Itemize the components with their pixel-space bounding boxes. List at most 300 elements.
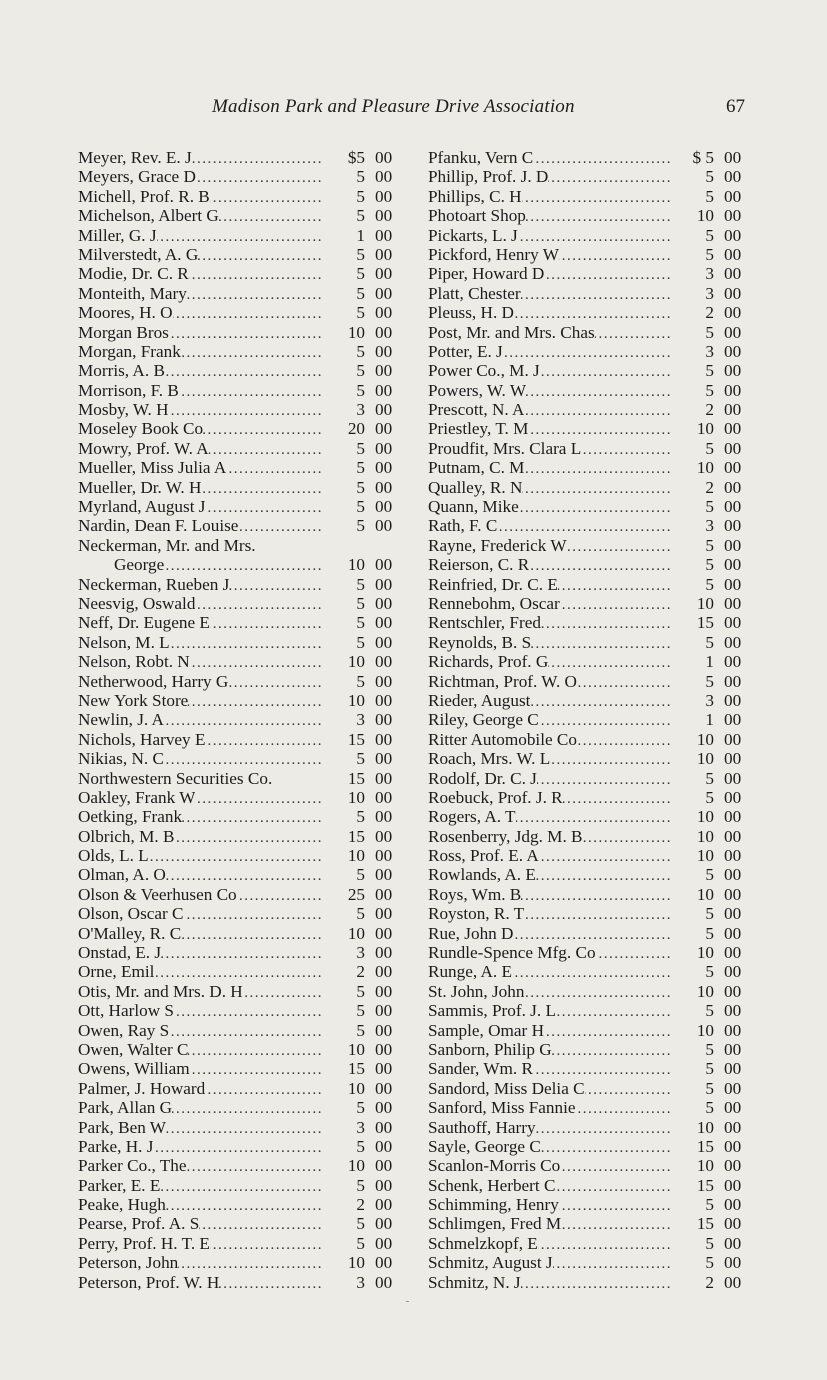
amount-cents: 00: [724, 167, 742, 187]
amount-dollars: 2: [705, 1272, 714, 1292]
right-column-list: [428, 148, 754, 1292]
amount-cents: 00: [724, 1175, 742, 1195]
amount-dollars: 5: [705, 574, 714, 594]
subscriber-name: Rowlands, A. E: [428, 865, 536, 885]
list-item: [428, 769, 754, 788]
list-item: [78, 691, 405, 710]
list-item: [428, 827, 754, 846]
amount-cents: 00: [375, 555, 393, 575]
list-item: [428, 1118, 754, 1137]
amount-dollars: 15: [696, 1136, 714, 1156]
subscriber-name: Quann, Mike: [428, 497, 519, 517]
amount-cents: 00: [724, 380, 742, 400]
amount-dollars: 5: [705, 904, 714, 924]
subscriber-name: Orne, Emil: [78, 962, 155, 982]
subscriber-name: Parker Co., The: [78, 1156, 187, 1176]
amount-dollars: 15: [696, 1214, 714, 1234]
amount-dollars: 5: [356, 593, 365, 613]
list-item: [78, 594, 405, 613]
subscriber-name: Royston, R. T: [428, 904, 525, 924]
list-item: [78, 1137, 405, 1156]
amount-dollars: 5: [356, 167, 365, 187]
amount-cents: 00: [724, 1001, 742, 1021]
amount-dollars: 10: [347, 690, 365, 710]
subscriber-name: Pickarts, L. J: [428, 225, 518, 245]
subscriber-name: Runge, A. E: [428, 962, 513, 982]
list-item: [428, 187, 754, 206]
amount-cents: 00: [375, 943, 393, 963]
amount-dollars: 3: [705, 341, 714, 361]
subscriber-name: Nelson, M. L: [78, 632, 170, 652]
subscriber-name: Palmer, J. Howard: [78, 1078, 206, 1098]
amount-dollars: 3: [356, 400, 365, 420]
subscriber-name: Schimming, Henry: [428, 1195, 559, 1215]
amount-dollars: 5: [356, 341, 365, 361]
amount-cents: 00: [375, 652, 393, 672]
subscriber-name: Moseley Book Co: [78, 419, 204, 439]
subscriber-name: Post, Mr. and Mrs. Chas: [428, 322, 595, 342]
amount-dollars: 5: [705, 865, 714, 885]
list-item: [78, 1176, 405, 1195]
amount-cents: 00: [724, 768, 742, 788]
list-item: [78, 1079, 405, 1098]
amount-cents: 00: [375, 807, 393, 827]
amount-dollars: 5: [705, 1233, 714, 1253]
amount-dollars: 5: [356, 1175, 365, 1195]
subscriber-name: Modie, Dr. C. R: [78, 264, 189, 284]
list-item: [78, 1156, 405, 1175]
list-item: [78, 516, 405, 535]
list-item: [78, 1118, 405, 1137]
list-item: [428, 284, 754, 303]
subscriber-name: Richards, Prof. G: [428, 652, 549, 672]
amount-dollars: 3: [356, 1117, 365, 1137]
amount-cents: 00: [375, 458, 393, 478]
list-item: [78, 1021, 405, 1040]
amount-cents: 00: [375, 613, 393, 633]
amount-dollars: 5: [356, 807, 365, 827]
subscriber-name: Olson & Veerhusen Co: [78, 884, 237, 904]
list-item: [428, 1253, 754, 1272]
list-item: [428, 1040, 754, 1059]
list-item: [78, 400, 405, 419]
list-item: [428, 575, 754, 594]
subscriber-name: Ritter Automobile Co: [428, 729, 577, 749]
amount-dollars: 3: [356, 710, 365, 730]
amount-cents: 00: [375, 264, 393, 284]
amount-cents: 00: [375, 846, 393, 866]
amount-dollars: 5: [705, 1059, 714, 1079]
list-item: [78, 846, 405, 865]
subscriber-name: Nardin, Dean F. Louise: [78, 516, 239, 536]
list-item: [428, 1195, 754, 1214]
subscriber-name: Olson, Oscar C: [78, 904, 184, 924]
leader-dots: [219, 1275, 325, 1294]
amount-cents: 00: [724, 671, 742, 691]
subscriber-name: Morrison, F. B: [78, 380, 179, 400]
list-item: [428, 788, 754, 807]
list-item: [428, 1176, 754, 1195]
subscriber-name: Roebuck, Prof. J. R: [428, 787, 563, 807]
amount-cents: 00: [375, 303, 393, 323]
list-item: [78, 710, 405, 729]
subscriber-name: Olbrich, M. B: [78, 826, 175, 846]
list-item: [78, 1195, 405, 1214]
list-item: [78, 982, 405, 1001]
amount-dollars: 5: [705, 1195, 714, 1215]
amount-dollars: 5: [356, 361, 365, 381]
subscriber-name: Power Co., M. J: [428, 361, 540, 381]
amount-dollars: 3: [356, 1272, 365, 1292]
amount-cents: 00: [724, 981, 742, 1001]
subscriber-name: George: [114, 555, 165, 575]
amount-dollars: 15: [347, 729, 365, 749]
amount-cents: 00: [724, 787, 742, 807]
amount-cents: 00: [724, 148, 742, 167]
amount-cents: 00: [375, 1175, 393, 1195]
list-item: [428, 303, 754, 322]
amount-dollars: 5: [356, 283, 365, 303]
list-item: [78, 1273, 405, 1292]
amount-cents: 00: [724, 1039, 742, 1059]
subscriber-name: Oetking, Frank: [78, 807, 183, 827]
amount-dollars: 10: [347, 322, 365, 342]
amount-dollars: 10: [347, 555, 365, 575]
subscriber-name: Perry, Prof. H. T. E: [78, 1233, 210, 1253]
amount-dollars: 5: [356, 186, 365, 206]
leader-dots: [521, 1275, 674, 1294]
amount-dollars: 5: [356, 1136, 365, 1156]
subscriber-name: Owens, William: [78, 1059, 190, 1079]
amount-dollars: 5: [705, 380, 714, 400]
list-item: [428, 381, 754, 400]
amount-cents: 00: [375, 1078, 393, 1098]
subscriber-name: Netherwood, Harry G: [78, 671, 229, 691]
amount-dollars: 10: [696, 826, 714, 846]
amount-dollars: 15: [696, 1175, 714, 1195]
list-item: [78, 613, 405, 632]
subscriber-name: Phillip, Prof. J. D: [428, 167, 549, 187]
amount-cents: 00: [724, 1233, 742, 1253]
subscriber-name: Mueller, Dr. W. H: [78, 477, 202, 497]
amount-cents: 00: [724, 438, 742, 458]
list-item: [428, 807, 754, 826]
subscriber-name: Miller, G. J: [78, 225, 157, 245]
list-item: [78, 865, 405, 884]
amount-dollars: 5: [705, 535, 714, 555]
amount-cents: 00: [724, 807, 742, 827]
list-item: [428, 846, 754, 865]
subscriber-name: Mueller, Miss Julia A: [78, 458, 227, 478]
amount-cents: 00: [724, 846, 742, 866]
amount-dollars: $ 5: [692, 148, 714, 167]
amount-cents: 00: [724, 419, 742, 439]
amount-cents: 00: [724, 710, 742, 730]
amount-cents: 00: [724, 516, 742, 536]
amount-dollars: 10: [696, 1020, 714, 1040]
amount-dollars: 5: [705, 438, 714, 458]
subscriber-name: Richtman, Prof. W. O: [428, 671, 577, 691]
amount-dollars: 5: [705, 322, 714, 342]
amount-cents: 00: [375, 225, 393, 245]
amount-cents: 00: [724, 884, 742, 904]
list-item: [428, 555, 754, 574]
amount-cents: 00: [724, 1156, 742, 1176]
amount-dollars: 1: [705, 652, 714, 672]
amount-cents: 00: [375, 768, 393, 788]
amount-dollars: 2: [356, 962, 365, 982]
subscriber-name: Sanborn, Philip G: [428, 1039, 552, 1059]
amount-cents: 00: [375, 1272, 393, 1292]
page-header-title: Madison Park and Pleasure Drive Association: [212, 96, 575, 117]
amount-dollars: 10: [347, 1156, 365, 1176]
list-item: [428, 1001, 754, 1020]
list-item: [78, 904, 405, 923]
list-item: [78, 633, 405, 652]
amount-cents: 00: [375, 186, 393, 206]
amount-cents: 00: [375, 1156, 393, 1176]
list-item: [78, 458, 405, 477]
subscriber-name: Piper, Howard D: [428, 264, 545, 284]
list-item: [428, 148, 754, 167]
list-item: [78, 1040, 405, 1059]
amount-cents: 00: [724, 264, 742, 284]
subscriber-name: Olman, A. O: [78, 865, 166, 885]
amount-dollars: 2: [705, 477, 714, 497]
list-item: [78, 962, 405, 981]
amount-cents: 00: [724, 632, 742, 652]
amount-cents: 00: [375, 981, 393, 1001]
amount-dollars: 5: [356, 303, 365, 323]
subscriber-name: Roys, Wm. B: [428, 884, 522, 904]
list-item: [428, 439, 754, 458]
amount-cents: 00: [375, 729, 393, 749]
list-item: [428, 1156, 754, 1175]
list-item: [428, 613, 754, 632]
subscriber-name: Pearse, Prof. A. S: [78, 1214, 200, 1234]
amount-cents: 00: [724, 943, 742, 963]
list-item: [428, 1214, 754, 1233]
subscriber-name: Meyer, Rev. E. J: [78, 148, 192, 167]
subscriber-name: Rayne, Frederick W: [428, 535, 567, 555]
amount-dollars: 5: [705, 361, 714, 381]
amount-dollars: 5: [705, 1001, 714, 1021]
amount-cents: 00: [375, 438, 393, 458]
amount-cents: 00: [375, 1136, 393, 1156]
amount-dollars: 5: [356, 981, 365, 1001]
list-item: [428, 943, 754, 962]
subscriber-name: Rue, John D: [428, 923, 514, 943]
amount-cents: 00: [724, 535, 742, 555]
amount-dollars: 2: [356, 1195, 365, 1215]
list-item: [428, 400, 754, 419]
amount-dollars: 5: [356, 206, 365, 226]
list-item: [78, 1214, 405, 1233]
subscriber-name: Parker, E. E: [78, 1175, 161, 1195]
amount-dollars: 10: [347, 787, 365, 807]
amount-dollars: 5: [356, 613, 365, 633]
amount-cents: 00: [375, 167, 393, 187]
list-item: [78, 439, 405, 458]
list-item: [428, 264, 754, 283]
amount-cents: 00: [724, 652, 742, 672]
amount-cents: 00: [375, 690, 393, 710]
subscriber-name: Morris, A. B: [78, 361, 165, 381]
amount-cents: 00: [724, 1098, 742, 1118]
amount-cents: 00: [375, 244, 393, 264]
amount-dollars: 5: [356, 477, 365, 497]
amount-dollars: 5: [705, 1098, 714, 1118]
amount-cents: 00: [375, 1001, 393, 1021]
amount-cents: 00: [375, 148, 393, 167]
amount-cents: 00: [724, 341, 742, 361]
amount-dollars: 5: [356, 574, 365, 594]
list-item: [78, 672, 405, 691]
amount-cents: 00: [724, 186, 742, 206]
amount-dollars: 1: [705, 710, 714, 730]
amount-dollars: 10: [347, 923, 365, 943]
amount-dollars: 10: [696, 593, 714, 613]
list-item: [428, 1079, 754, 1098]
amount-cents: 00: [724, 303, 742, 323]
list-item: [78, 827, 405, 846]
list-item: [78, 555, 405, 574]
list-item: [428, 323, 754, 342]
list-item: [428, 672, 754, 691]
amount-cents: 00: [375, 593, 393, 613]
amount-dollars: 3: [705, 516, 714, 536]
amount-dollars: 5: [705, 225, 714, 245]
amount-cents: 00: [724, 1059, 742, 1079]
subscriber-name: Schmitz, August J: [428, 1253, 553, 1273]
subscriber-name: Riley, George C: [428, 710, 539, 730]
list-item: [78, 245, 405, 264]
list-item: [78, 478, 405, 497]
subscriber-name: Oakley, Frank W: [78, 787, 196, 807]
amount-cents: 00: [375, 632, 393, 652]
amount-dollars: 10: [347, 652, 365, 672]
subscriber-name: Neff, Dr. Eugene E: [78, 613, 210, 633]
subscriber-name: Priestley, T. M: [428, 419, 529, 439]
amount-cents: 00: [375, 1253, 393, 1273]
amount-cents: 00: [375, 749, 393, 769]
subscriber-name: Schmelzkopf, E: [428, 1233, 538, 1253]
list-item: [428, 245, 754, 264]
amount-cents: 00: [375, 923, 393, 943]
subscriber-name: Rundle-Spence Mfg. Co: [428, 943, 596, 963]
amount-dollars: 3: [356, 943, 365, 963]
subscriber-name: Michell, Prof. R. B: [78, 186, 210, 206]
subscriber-name: Qualley, R. N: [428, 477, 523, 497]
subscriber-name: Ross, Prof. E. A: [428, 846, 539, 866]
subscriber-name: Monteith, Mary: [78, 283, 187, 303]
list-item: [78, 943, 405, 962]
left-column-list: [78, 148, 405, 1292]
subscriber-name: Sandord, Miss Delia C: [428, 1078, 585, 1098]
subscriber-name: Sample, Omar H: [428, 1020, 544, 1040]
list-item: [428, 633, 754, 652]
subscriber-name: Schenk, Herbert C: [428, 1175, 556, 1195]
subscriber-name: Morgan, Frank: [78, 341, 181, 361]
list-item: [428, 342, 754, 361]
amount-dollars: 5: [356, 1020, 365, 1040]
amount-dollars: 5: [356, 904, 365, 924]
amount-cents: 00: [375, 206, 393, 226]
subscriber-name: O'Malley, R. C: [78, 923, 182, 943]
subscriber-name: Otis, Mr. and Mrs. D. H: [78, 981, 243, 1001]
amount-cents: 00: [375, 419, 393, 439]
amount-cents: 00: [375, 1117, 393, 1137]
amount-cents: 00: [724, 690, 742, 710]
amount-cents: 00: [375, 1214, 393, 1234]
subscriber-name: Nichols, Harvey E: [78, 729, 206, 749]
subscriber-name: Scanlon-Morris Co: [428, 1156, 561, 1176]
amount-cents: 00: [724, 923, 742, 943]
amount-dollars: 3: [705, 690, 714, 710]
list-item: [428, 1021, 754, 1040]
subscriber-name: Potter, E. J: [428, 341, 503, 361]
amount-dollars: 5: [356, 1214, 365, 1234]
subscriber-name: Onstad, E. J: [78, 943, 162, 963]
list-item: [428, 865, 754, 884]
subscriber-name: Nikias, N. C: [78, 749, 164, 769]
list-item: [428, 516, 754, 535]
subscriber-name: Schlimgen, Fred M: [428, 1214, 562, 1234]
list-item: [428, 691, 754, 710]
amount-cents: 00: [375, 322, 393, 342]
list-item: [78, 303, 405, 322]
amount-cents: 00: [724, 206, 742, 226]
amount-cents: 00: [375, 1195, 393, 1215]
amount-dollars: 5: [356, 749, 365, 769]
list-item: [78, 788, 405, 807]
amount-cents: 00: [375, 865, 393, 885]
subscriber-name: Proudfit, Mrs. Clara L: [428, 438, 582, 458]
list-item: [78, 1234, 405, 1253]
subscriber-name: Rennebohm, Oscar: [428, 593, 560, 613]
subscriber-name: Reinfried, Dr. C. E: [428, 574, 558, 594]
amount-dollars: 5: [356, 264, 365, 284]
amount-dollars: 25: [347, 884, 365, 904]
amount-dollars: 5: [705, 671, 714, 691]
amount-dollars: 5: [356, 865, 365, 885]
amount-dollars: 10: [696, 884, 714, 904]
amount-dollars: 2: [705, 400, 714, 420]
page-number: 67: [726, 96, 745, 117]
list-item: [78, 419, 405, 438]
subscriber-name: Putnam, C. M: [428, 458, 525, 478]
amount-cents: 00: [724, 1078, 742, 1098]
amount-dollars: 10: [347, 1078, 365, 1098]
subscriber-name: Nelson, Robt. N: [78, 652, 190, 672]
list-item: [428, 1137, 754, 1156]
subscriber-name: Sander, Wm. R: [428, 1059, 533, 1079]
list-item: [428, 652, 754, 671]
list-item: [78, 381, 405, 400]
amount-cents: 00: [375, 516, 393, 536]
subscriber-name: Phillips, C. H: [428, 186, 522, 206]
amount-dollars: 10: [696, 1117, 714, 1137]
list-item: [78, 264, 405, 283]
amount-cents: 00: [724, 904, 742, 924]
subscriber-name: New York Store: [78, 690, 189, 710]
list-item: [428, 167, 754, 186]
list-item: [78, 342, 405, 361]
amount-cents: 00: [724, 613, 742, 633]
subscriber-name: Pleuss, H. D: [428, 303, 514, 323]
amount-dollars: 5: [356, 497, 365, 517]
subscriber-name: Powers, W. W: [428, 380, 527, 400]
